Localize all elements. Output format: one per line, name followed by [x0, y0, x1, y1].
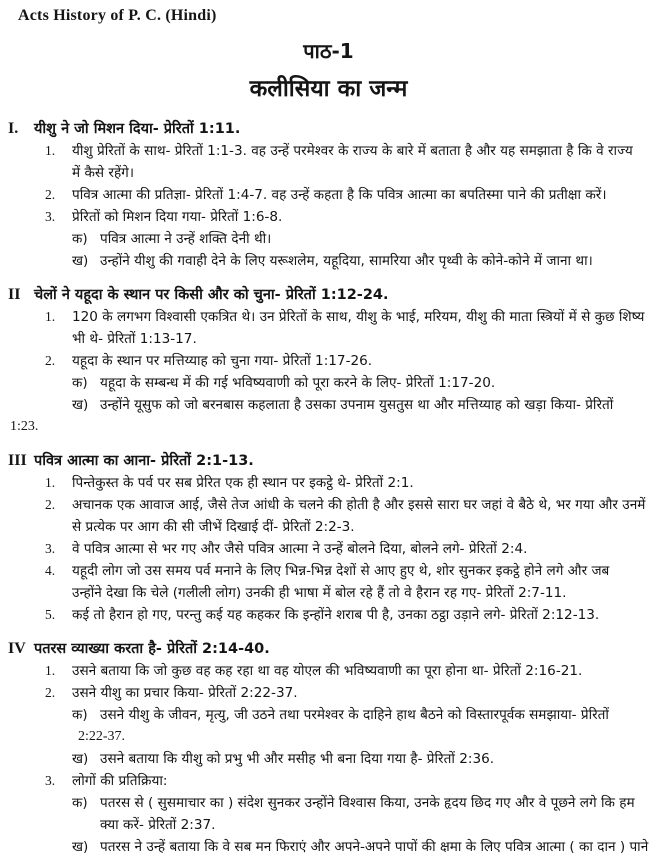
section-3 — [8, 450, 649, 626]
wrapped-verse-reference: 1:23. — [10, 419, 39, 434]
sub-item-marker: क) — [72, 707, 88, 723]
sub-list-item — [72, 748, 649, 770]
sub-item-marker: ख) — [72, 397, 89, 413]
text-line: लोगों की प्रतिक्रिया: — [72, 773, 168, 789]
section-1-numeral: I. — [8, 120, 19, 137]
list-item — [45, 206, 649, 228]
text-line: भी थे- प्रेरितों 1:13-17. — [72, 331, 197, 347]
item-marker: 1. — [45, 309, 56, 324]
sub-item-marker: क) — [72, 795, 88, 811]
item-text — [72, 350, 649, 372]
list-item — [45, 350, 649, 372]
sub-item-marker: ख) — [72, 839, 89, 855]
section-1-header — [8, 118, 649, 140]
text-line: उन्होंने यीशु की गवाही देने के लिए यरूशलेम, यहूदिया, सामरिया और पृथ्वी के कोने-कोने में जाना था। — [100, 253, 593, 269]
item-text — [72, 494, 649, 538]
item-text — [72, 306, 649, 350]
text-line: यहूदी लोग जो उस समय पर्व मनाने के लिए भिन्न-भिन्न देशों से आए हुए थे, शोर सुनकर इकट्ठे होने लगे और जब — [72, 563, 610, 579]
item-text — [72, 660, 649, 682]
text-line: यहूदा के स्थान पर मत्तिय्याह को चुना गया- प्रेरितों 1:17-26. — [72, 353, 373, 369]
section-1 — [8, 118, 649, 272]
section-3-header — [8, 450, 649, 472]
sub-list-item — [72, 372, 649, 394]
section-2 — [8, 284, 649, 438]
item-text — [100, 704, 649, 726]
list-item — [45, 472, 649, 494]
sub-item-marker: क) — [72, 375, 88, 391]
text-line: क्या करें- प्रेरितों 2:37. — [100, 817, 216, 833]
list-item — [45, 538, 649, 560]
text-line: उसने यीशु का प्रचार किया- प्रेरितों 2:22-37. — [72, 685, 298, 701]
item-text — [72, 206, 649, 228]
text-line: पतरस ने उन्हें बताया कि वे सब मन फिराएं और अपने-अपने पापों की क्षमा के लिए पवित्र आत्मा ( का दान ) पाने — [100, 839, 649, 855]
text-line: पतरस से ( सुसमाचार का ) संदेश सुनकर उन्होंने विश्वास किया, उनके हृदय छिद गए और वे पूछने लगे कि हम — [100, 795, 635, 811]
text-line: उसने यीशु के जीवन, मृत्यु, जी उठने तथा परमेश्वर के दाहिने हाथ बैठने को विस्तारपूर्वक समझाया- प्रेरितों — [100, 707, 609, 723]
text-line: अचानक एक आवाज आई, जैसे तेज आंधी के चलने की होती है और इससे सारा घर जहां वे बैठे थे, भर गया और उनमें — [72, 497, 646, 513]
item-marker: 1. — [45, 143, 56, 158]
main-heading: कलीसिया का जन्म — [249, 76, 408, 102]
text-line: 120 के लगभग विश्वासी एकत्रित थे। उन प्रेरितों के साथ, यीशु के भाई, मरियम, यीशु की माता स्त्रियों में से कुछ शिष्य — [72, 309, 645, 325]
item-text — [72, 604, 649, 626]
item-text — [72, 184, 649, 206]
text-line: पवित्र आत्मा ने उन्हें शक्ति देनी थी। — [100, 231, 272, 247]
item-text — [72, 682, 649, 704]
list-item — [45, 770, 649, 792]
section-3-title: पवित्र आत्मा का आना- प्रेरितों 2:1-13. — [34, 453, 254, 469]
item-marker: 3. — [45, 773, 56, 788]
item-marker: 5. — [45, 607, 56, 622]
item-marker: 1. — [45, 475, 56, 490]
item-marker: 2. — [45, 497, 56, 512]
item-marker: 1. — [45, 663, 56, 678]
sub-list-item — [72, 394, 649, 416]
lesson-number: पाठ-1 — [303, 39, 354, 63]
text-line: उन्होंने यूसुफ को जो बरनबास कहलाता है उसका उपनाम युसतुस था और मत्तिय्याह को खड़ा किया- प्रेरितों — [100, 397, 614, 413]
list-item — [45, 682, 649, 704]
section-4-numeral: IV — [8, 640, 26, 657]
text-line: से प्रत्येक पर आग की सी जीभें दिखाई दीं- प्रेरितों 2:2-3. — [72, 519, 355, 535]
sub-item-marker: ख) — [72, 253, 89, 269]
list-item — [45, 184, 649, 206]
text-line: वे पवित्र आत्मा से भर गए और जैसे पवित्र आत्मा ने उन्हें बोलने दिया, बोलने लगे- प्रेरितों 2:4. — [72, 541, 528, 557]
item-text — [100, 748, 649, 770]
sub-list-item — [72, 228, 649, 250]
section-2-title: चेलों ने यहूदा के स्थान पर किसी और को चुना- प्रेरितों 1:12-24. — [34, 287, 389, 303]
item-text — [100, 394, 649, 416]
item-marker: 3. — [45, 541, 56, 556]
text-line: उन्होंने देखा कि चेले (गलीली लोग) उनकी ही भाषा में बोल रहे हैं तो वे हैरान रह गए- प्रेरितों 2:7-11. — [72, 585, 567, 601]
item-text — [100, 792, 649, 836]
list-item — [45, 560, 649, 604]
text-line: पवित्र आत्मा की प्रतिज्ञा- प्रेरितों 1:4-7. वह उन्हें कहता है कि पवित्र आत्मा का बपतिस्मा पाने की प्रतीक्षा करें। — [72, 187, 607, 203]
sub-item-marker: क) — [72, 231, 88, 247]
section-3-numeral: III — [8, 452, 27, 469]
item-marker: 2. — [45, 353, 56, 368]
item-text — [72, 770, 649, 792]
sub-item-marker: ख) — [72, 751, 89, 767]
list-item — [45, 494, 649, 538]
item-text — [72, 560, 649, 604]
sub-list-item — [72, 704, 649, 726]
wrapped-verse-reference: 2:22-37. — [78, 729, 126, 744]
text-line: यीशु प्रेरितों के साथ- प्रेरितों 1:1-3. वह उन्हें परमेश्वर के राज्य के बारे में बताता है और यह समझाता है कि वे राज्य — [72, 143, 633, 159]
text-line: यहूदा के सम्बन्ध में की गई भविष्यवाणी को पूरा करने के लिए- प्रेरितों 1:17-20. — [100, 375, 496, 391]
text-line: उसने बताया कि जो कुछ वह कह रहा था वह योएल की भविष्यवाणी का पूरा होना था- प्रेरितों 2:16-21. — [72, 663, 583, 679]
item-text — [100, 372, 649, 394]
item-text — [100, 228, 649, 250]
list-item — [45, 306, 649, 350]
section-1-title: यीशु ने जो मिशन दिया- प्रेरितों 1:11. — [34, 121, 241, 137]
sub-list-item — [72, 792, 649, 836]
sub-list-item — [72, 836, 649, 858]
text-line: कई तो हैरान हो गए, परन्तु कई यह कहकर कि इन्होंने शराब पी है, उनका ठट्ठा उड़ाने लगे- प्रेरितों 2:12-13. — [72, 607, 600, 623]
item-marker: 4. — [45, 563, 56, 578]
item-text — [72, 140, 649, 184]
item-marker: 2. — [45, 187, 56, 202]
text-line: उसने बताया कि यीशु को प्रभु भी और मसीह भी बना दिया गया है- प्रेरितों 2:36. — [100, 751, 495, 767]
section-2-numeral: II — [8, 286, 21, 303]
text-line: प्रेरितों को मिशन दिया गया- प्रेरितों 1:6-8. — [72, 209, 283, 225]
list-item — [45, 140, 649, 184]
section-4 — [8, 638, 649, 858]
item-text — [100, 836, 649, 858]
sub-list-item — [72, 250, 649, 272]
item-text — [100, 250, 649, 272]
list-item — [45, 660, 649, 682]
item-marker: 2. — [45, 685, 56, 700]
item-text — [72, 472, 649, 494]
list-item — [45, 604, 649, 626]
section-4-header — [8, 638, 649, 660]
text-line: पिन्तेकुस्त के पर्व पर सब प्रेरित एक ही स्थान पर इकट्ठे थे- प्रेरितों 2:1. — [72, 475, 414, 491]
text-line: में कैसे रहेंगे। — [72, 165, 134, 181]
document-title: Acts History of P. C. (Hindi) — [18, 7, 217, 24]
item-marker: 3. — [45, 209, 56, 224]
item-text — [72, 538, 649, 560]
section-4-title: पतरस व्याख्या करता है- प्रेरितों 2:14-40. — [34, 641, 270, 657]
section-2-header — [8, 284, 649, 306]
